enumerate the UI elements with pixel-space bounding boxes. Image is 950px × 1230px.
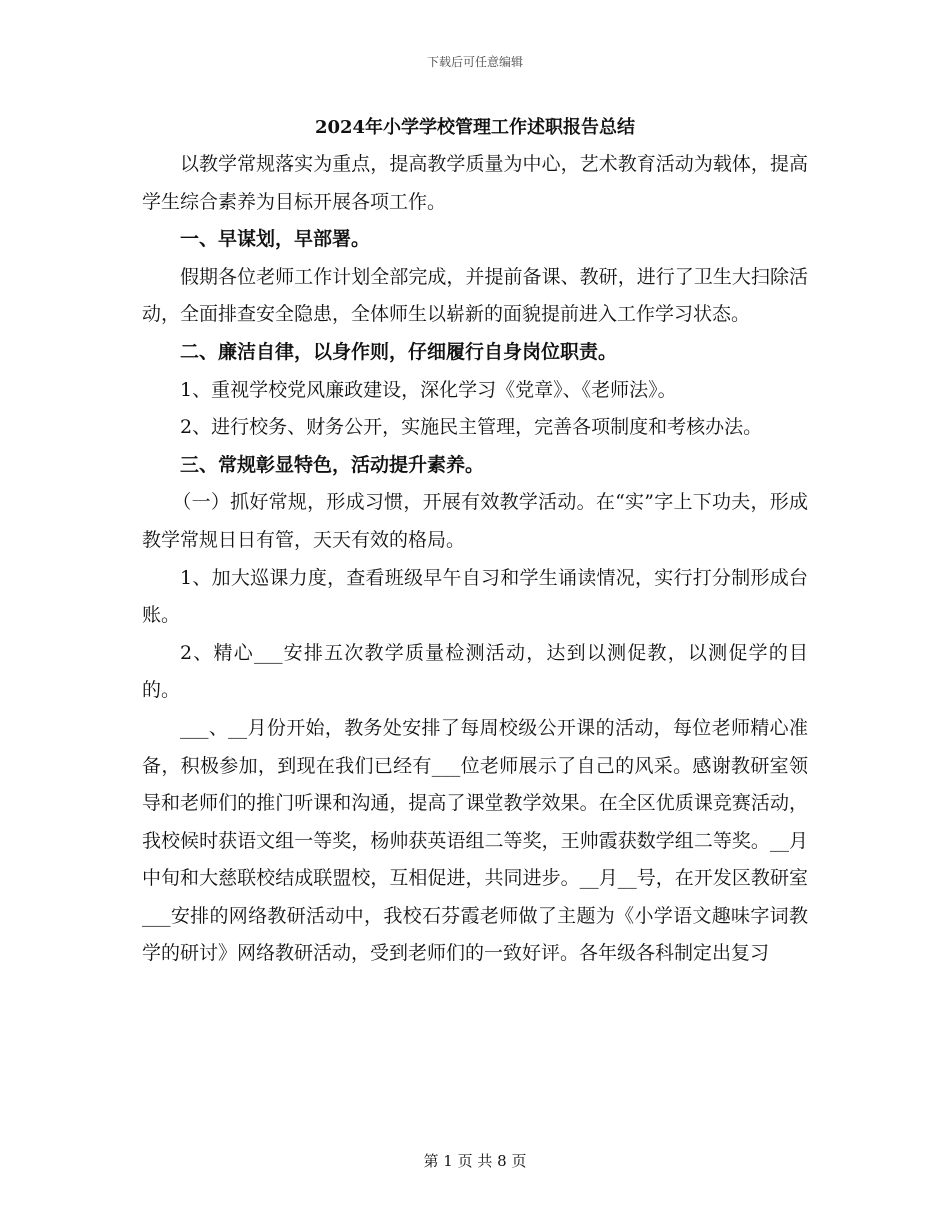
- paragraph: 2、精心___安排五次教学质量检测活动，达到以测促教，以测促学的目的。: [142, 641, 808, 702]
- paragraph: 2、进行校务、财务公开，实施民主管理，完善各项制度和考核办法。: [180, 416, 763, 439]
- paragraph: 1、重视学校党风廉政建设，深化学习《党章》、《老师法》。: [180, 378, 677, 401]
- section-heading-3: 三、常规彰显特色，活动提升素养。: [180, 453, 485, 476]
- paragraph: 假期各位老师工作计划全部完成，并提前备课、教研，进行了卫生大扫除活动，全面排查安全隐患，全体师生以崭新的面貌提前进入工作学习状态。: [142, 265, 808, 326]
- section-heading-2: 二、廉洁自律，以身作则，仔细履行自身岗位职责。: [180, 340, 618, 363]
- subsection-paragraph: （一）抓好常规，形成习惯，开展有效教学活动。在“实”字上下功夫，形成教学常规日日有管，天天有效的格局。: [142, 491, 808, 551]
- page-footer: 第 1 页 共 8 页: [423, 1152, 527, 1170]
- intro-paragraph: 以教学常规落实为重点，提高教学质量为中心，艺术教育活动为载体，提高学生综合素养为目标开展各项工作。: [142, 153, 808, 213]
- paragraph: ___、__月份开始，教务处安排了每周校级公开课的活动，每位老师精心准备，积极参加，到现在我们已经有___位老师展示了自己的风采。感谢教研室领导和老师们的推门听课和沟通，提高了课堂教学效果。在全区优质课竞赛活动，我校候时获语文组一等奖，杨帅获英语组二等奖，王帅霞获数学组二等奖。__月中旬和大慈联校结成联盟校，互相促进，共同进步。__月__号，在开发区教研室___安排的网络教研活动中，我校石芬霞老师做了主题为《小学语文趣味字词教学的研讨》网络教研活动，受到老师们的一致好评。各年级各科制定出复习: [142, 716, 808, 965]
- document-body: [142, 146, 808, 973]
- section-heading-1: 一、早谋划，早部署。: [180, 228, 371, 251]
- document-title: 2024年小学学校管理工作述职报告总结: [314, 117, 636, 138]
- header-note: 下载后可任意编辑: [426, 55, 523, 69]
- paragraph: 1、加大巡课力度，查看班级早午自习和学生诵读情况，实行打分制形成台账。: [142, 566, 808, 627]
